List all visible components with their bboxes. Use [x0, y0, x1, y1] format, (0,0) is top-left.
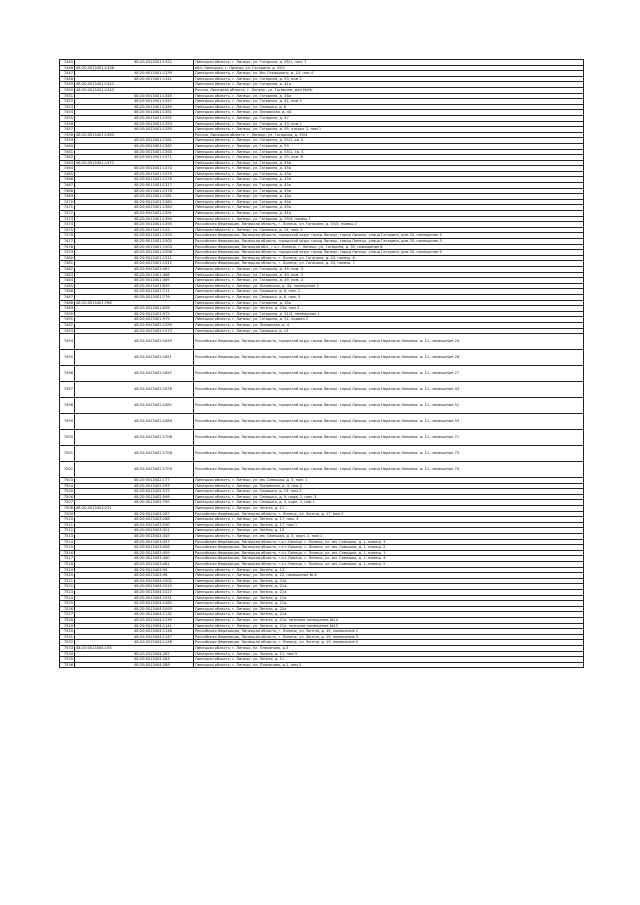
premise-cadastral-number: 48:20:0013401:1375: [134, 171, 172, 176]
premise-cadastral-number: 48:20:0013401:776: [134, 294, 170, 299]
premise-cadastral-number: 48:20:0013404:1139: [134, 617, 172, 622]
row-number-cell: 7500: [60, 430, 75, 446]
premise-cadastral-number: 48:20:0013401:1363: [134, 149, 172, 154]
address-cell: Российская Федерация, Липецкая область, г. Липецк, ул. Зегеля, д. 19, помещение 4: [194, 640, 584, 646]
address-cell: Липецкая область, г. Липецк, ул. Зегеля, д. 11, пом 5: [194, 651, 584, 657]
address-cell: Липецкая область, г. Липецк, ул. Гагарина, д. 49, пом. 4: [194, 278, 584, 284]
premise-cadastral-number: 48:20:0013403:457: [134, 539, 170, 544]
cadastral-id-cell: [75, 334, 194, 350]
premise-cadastral-number: 48:20:0013401:1502: [134, 239, 172, 243]
row-number-cell: 7499: [60, 414, 75, 430]
row-number-cell: 7471: [60, 205, 75, 211]
premise-cadastral-number: 48:20:0013403:290: [134, 522, 170, 527]
row-number-cell: 7513: [60, 534, 75, 540]
row-number-cell: 7510: [60, 517, 75, 523]
address-cell: Липецкая область, г. Липецк, ул. Семашко, д. 14, пом. 2: [194, 227, 584, 233]
row-number-cell: 7453: [60, 104, 75, 110]
premise-cadastral-number: 48:20:0013402:1390: [134, 322, 172, 327]
premise-cadastral-number: 48:20:0013402:177: [134, 478, 170, 483]
address-cell: Липецкая область, г. Липецк, ул. Гагарина, д. 45а: [194, 177, 584, 183]
cadastral-id-cell: [75, 662, 194, 668]
address-cell: Липецкая область, г. Липецк, ул. Гагарина, д. 45а: [194, 171, 584, 177]
row-number-cell: 7529: [60, 623, 75, 629]
row-number-cell: 7517: [60, 556, 75, 562]
premise-cadastral-number: 48:20:0013401:1378: [134, 188, 172, 193]
table-row: [60, 414, 584, 430]
table-row: [60, 382, 584, 398]
row-number-cell: 7527: [60, 612, 75, 618]
address-cell: Липецкая область, г. Липецк, ул. Зегеля, д. 21а: [194, 578, 584, 584]
address-cell: Российская Федерация, Липецкая область, городской округ город Липецк, город Липецк, улица Неделина Лоповых, д. 11, помещение 43: [194, 382, 584, 398]
premise-cadastral-number: 48:20:0013403:459: [134, 550, 170, 555]
row-number-cell: 7473: [60, 216, 75, 222]
row-number-cell: 7526: [60, 606, 75, 612]
address-cell: Липецкая область, г. Липецк, ул. Липовская, д. 4, пом 2: [194, 483, 584, 489]
row-number-cell: 7475: [60, 227, 75, 233]
row-number-cell: 7459: [60, 138, 75, 144]
row-number-cell: 7454: [60, 110, 75, 116]
address-cell: Липецкая область, г. Липецк, ул. Гагарина, д. 55/1, кв. 4: [194, 149, 584, 155]
address-cell: Российская Федерация, Липецкая область, городской округ город Липецк, город Липецк, улица Неделина Лоповых, д. 11, помещение 71: [194, 430, 584, 446]
address-cell: Липецкая область, г. Липецк, ул. Зегеля, д. 21а: [194, 601, 584, 607]
building-cadastral-number: 48:20:0013401:1342: [76, 82, 114, 87]
row-number-cell: 7461: [60, 149, 75, 155]
address-cell: Липецкая область, г. Липецк, ул. Гагарина, д. 53: [194, 143, 584, 149]
premise-cadastral-number: 48:20:0013401:1339: [134, 71, 172, 76]
row-number-cell: 7478: [60, 244, 75, 250]
premise-cadastral-number: 48:20:0013401:1395: [134, 222, 172, 227]
row-number-cell: 7464: [60, 166, 75, 172]
address-cell: Российская Федерация, Липецкая область, г. Липецк, ул. Гагарина, д. 43, помещ. 7: [194, 261, 584, 267]
premise-cadastral-number: 48:20:0013404:1141: [134, 623, 172, 628]
premise-cadastral-number: 48:20:0013401:1376: [134, 177, 172, 182]
table-row: [60, 334, 584, 350]
premise-cadastral-number: 48:20:0013402:1678: [134, 387, 172, 392]
building-cadastral-number: 48:20:0013404:155: [76, 645, 112, 650]
premise-cadastral-number: 48:20:0013401:1374: [134, 166, 172, 171]
address-cell: Липецкая область, г. Липецк, ул. Гагарина, д. 55/4, помещ 1: [194, 216, 584, 222]
row-number-cell: 7530: [60, 629, 75, 635]
premise-cadastral-number: 48:20:0013402:1649: [134, 339, 172, 344]
premise-cadastral-number: 48:20:0013401:1347: [134, 99, 172, 104]
premise-cadastral-number: 48:20:0013402:1651: [134, 355, 172, 360]
address-cell: Липецкая область, г. Липецк, ул. Гагарина, д. 45а: [194, 188, 584, 194]
row-number-cell: 7519: [60, 567, 75, 573]
cadastral-id-cell: [75, 446, 194, 462]
cadastral-id-cell: [75, 462, 194, 478]
row-number-cell: 7463: [60, 160, 75, 166]
premise-cadastral-number: 48:20:0013402:1684: [134, 419, 172, 424]
premise-cadastral-number: 48:20:0013404:1132: [134, 612, 172, 617]
row-number-cell: 7480: [60, 255, 75, 261]
row-number-cell: 7469: [60, 194, 75, 200]
row-number-cell: 7479: [60, 250, 75, 256]
address-cell: Липецкая область, г. Липецк, пл. Плеханова, д.3: [194, 645, 584, 651]
address-cell: Липецкая область, г. Липецк, ул. Гагарина, д. 53, пом. 6: [194, 155, 584, 161]
table-row: [60, 398, 584, 414]
address-cell: Липецкая область, г. Липецк, ул. Гагарина, д. 55/1, пом. 7: [194, 60, 584, 66]
premise-cadastral-number: 48:20:0013401:1351: [134, 110, 172, 115]
row-number-cell: 7531: [60, 634, 75, 640]
address-cell: Российская Федерация, Липецкая область, г. Липецк, ул. Гагарина, д. 43, помещ. 6: [194, 255, 584, 261]
premise-cadastral-number: 48:20:0013402:1709: [134, 467, 172, 472]
premise-cadastral-number: 48:20:0013401:1322: [134, 60, 172, 64]
premise-cadastral-number: 48:20:0013402:750: [134, 500, 170, 505]
address-cell: Липецкая область, г. Липецк, ул. Зегеля, д. 21а, нежилое помещение №15: [194, 623, 584, 629]
cadastral-id-cell: [75, 398, 194, 414]
address-cell: Россия, Липецкая область, г. Липецк, ул. Гагарина, дом №45г: [194, 87, 584, 93]
address-cell: обл. Липецкая, г. Липецк, ул. Гагарина, д. 45/1: [194, 65, 584, 71]
address-cell: Российская Федерация, Липецкая область, городской округ город Липецк, город Липецк, улица Неделина Лоповых, д. 11, помещение 51: [194, 398, 584, 414]
premise-cadastral-number: 48:20:0013404:1147: [134, 634, 172, 639]
row-number-cell: 7501: [60, 446, 75, 462]
premise-cadastral-number: 48:20:0013404:1010: [134, 584, 172, 589]
row-number-cell: 7507: [60, 500, 75, 506]
cadastral-id-cell: [75, 430, 194, 446]
premise-cadastral-number: 48:20:0013401:635: [134, 283, 170, 288]
address-cell: Липецкая область, г. Липецк, ул. Гагарина, д. 55, открыт 2, пом 1: [194, 127, 584, 133]
row-number-cell: 7506: [60, 494, 75, 500]
row-number-cell: 7482: [60, 266, 75, 272]
row-number-cell: 7467: [60, 183, 75, 189]
address-cell: Липецкая область, г. Липецк, ул. Липовская, д. 4: [194, 322, 584, 328]
premise-cadastral-number: 48:20:0013401:711: [134, 289, 170, 294]
address-cell: Липецкая область, г. Липецк, ул. Семашко, д. 5, корп. 2, пом 1: [194, 500, 584, 506]
premise-cadastral-number: 48:20:0013401:142: [134, 227, 170, 232]
premise-cadastral-number: 48:20:0013404:288: [134, 662, 170, 667]
row-number-cell: 7496: [60, 366, 75, 382]
address-cell: Липецкая область, г. Липецк, ул. Гагарина, д. 45а: [194, 183, 584, 189]
address-cell: Липецкая область, г. Липецк, ул. Зегеля, д. 13: [194, 528, 584, 534]
table-row: [60, 446, 584, 462]
premise-cadastral-number: 48:20:0013404:1031: [134, 595, 172, 600]
address-cell: Российская Федерация, Липецкая область, г. Липецк, ул. Зегеля, д. 17, пом 2: [194, 511, 584, 517]
row-number-cell: 7483: [60, 272, 75, 278]
row-number-cell: 7523: [60, 589, 75, 595]
premise-cadastral-number: 48:20:0013401:1361: [134, 138, 172, 143]
address-cell: Россия, Липецкая область, г. Липецк, ул. Гагарина, д. 55/4: [194, 132, 584, 138]
premise-cadastral-number: 48:20:0013404:1148: [134, 640, 172, 645]
address-cell: Липецкая область, г. Липецк, ул. Зегеля, д. 13: [194, 567, 584, 573]
premise-cadastral-number: 48:20:0013402:1708: [134, 451, 172, 456]
row-number-cell: 7536: [60, 662, 75, 668]
row-number-cell: 7485: [60, 283, 75, 289]
premise-cadastral-number: 48:20:0013401:468: [134, 272, 170, 277]
premise-cadastral-number: 48:20:0013401:467: [134, 266, 170, 271]
address-cell: Липецкая область, г. Липецк, ул. Гагарина, д. 41а: [194, 211, 584, 217]
row-number-cell: 7511: [60, 522, 75, 528]
row-number-cell: 7514: [60, 539, 75, 545]
row-number-cell: 7525: [60, 601, 75, 607]
address-cell: Липецкая область, г. Липецк, ул. Гагарина, д. 35а: [194, 300, 584, 306]
row-number-cell: 7457: [60, 127, 75, 133]
cadastral-id-cell: [75, 414, 194, 430]
premise-cadastral-number: 48:20:0013401:1394: [134, 216, 172, 221]
address-cell: Липецкая область, г. Липецк, ул. им. Семашко, д. 5, корп. 2, пом 1: [194, 534, 584, 540]
row-number-cell: 7489: [60, 306, 75, 312]
row-number-cell: 7491: [60, 317, 75, 323]
address-cell: Липецкая область, г. Липецк, ул. Зегеля, д. 21а: [194, 589, 584, 595]
address-cell: Липецкая область, г. Липецк, ул. Гагарина, д. 41, пом 5: [194, 99, 584, 105]
row-number-cell: 7518: [60, 562, 75, 568]
premise-cadastral-number: 48:20:0013403:345: [134, 534, 170, 539]
address-cell: Российская Федерация, Липецкая область, городской округ город Липецк, город Липецк, улица Неделина Лоповых, д. 11, помещение 26: [194, 350, 584, 366]
premise-cadastral-number: 48:20:0013401:1371: [134, 155, 172, 160]
cadastral-id-cell: [75, 366, 194, 382]
address-cell: Липецкая область, г. Липецк, ул. Гагарина, д. 51, подвал 2: [194, 317, 584, 323]
row-number-cell: 7495: [60, 350, 75, 366]
address-cell: Липецкая область, г. Липецк, ул. Гагарина, д. 45а: [194, 199, 584, 205]
row-number-cell: 7516: [60, 550, 75, 556]
row-number-cell: 7474: [60, 222, 75, 228]
row-number-cell: 7487: [60, 294, 75, 300]
address-cell: Липецкая область, г. Липецк, ул. Семашко, д. 13: [194, 328, 584, 334]
premise-cadastral-number: 48:20:0013401:979: [134, 317, 170, 322]
address-cell: Липецкая область, г. Липецк, ул. Семашко, д. 9, подв. 2, пом. 3: [194, 494, 584, 500]
row-number-cell: 7493: [60, 328, 75, 334]
address-cell: Липецкая область, г. Липецк, ул. Гагарина, д. 55/1, кв. 5: [194, 138, 584, 144]
address-cell: Липецкая область, г. Липецк, ул. Гагарина, д. 41а: [194, 82, 584, 88]
premise-cadastral-number: 48:20:0013404:1027: [134, 589, 172, 594]
address-cell: Российская Федерация, Липецкая область, городской округ город Липецк, город Липецк, улица Неделина Лоповых, д. 11, помещение 24: [194, 334, 584, 350]
address-cell: Липецкая область, г. Липецк, ул. Зегеля, д. 21а: [194, 584, 584, 590]
address-cell: Российская Федерация, Липецкая область, городской округ город Липецк, город Липецк, улица Гагарина, дом 35, помещение 9: [194, 250, 584, 256]
premise-cadastral-number: 48:20:0013404:1002: [134, 578, 172, 583]
address-cell: Липецкая область, г. Липецк, ул. Гагарина, д. 45а: [194, 160, 584, 166]
row-number-cell: 7533: [60, 645, 75, 651]
address-cell: Липецкая область, г. Липецк, ул. Семашко, д. 6: [194, 104, 584, 110]
row-number-cell: 7535: [60, 657, 75, 663]
address-cell: Липецкая область, г. Липецк, ул. Липовская, д. 44, помещение 2: [194, 283, 584, 289]
building-cadastral-number: 48:20:0013401:1360: [76, 132, 114, 137]
row-number-cell: 7502: [60, 462, 75, 478]
table-row: [60, 366, 584, 382]
premise-cadastral-number: 48:20:0013401:1512: [134, 261, 172, 266]
row-number-cell: 7472: [60, 211, 75, 217]
address-cell: Российская Федерация, Липецкая область, г.о.г.Липецк, г. Липецк, ул. им. Семашко, д. 1, помещ. 2: [194, 545, 584, 551]
row-number-cell: 7497: [60, 382, 75, 398]
row-number-cell: 7445: [60, 60, 75, 66]
premise-cadastral-number: 48:20:0013401:1355: [134, 127, 172, 132]
premise-cadastral-number: 48:20:0013404:1093: [134, 606, 172, 611]
address-cell: Липецкая область, г. Липецк, ул. Гагарина, д. 43, пом 2: [194, 121, 584, 127]
premise-cadastral-number: 48:20:0013401:1500: [134, 233, 172, 238]
address-cell: Российская Федерация, Липецкая область, г.о.г.Липецк, г. Липецк, ул. им. Семашко, д. 1, помещ. 1: [194, 550, 584, 556]
address-cell: Липецкая область, г. Липецк, ул. Зегеля, д. 17: [194, 506, 584, 512]
address-cell: Липецкая область, г. Липецк, ул. Гагарина, д. 49, пом. 3: [194, 266, 584, 272]
address-cell: Липецкая область, г. Липецк, ул. Семашко, д. 6, пом. 5: [194, 294, 584, 300]
row-number-cell: 7462: [60, 155, 75, 161]
address-cell: Липецкая область, г. Липецк, ул. Гагарина, д. 45а: [194, 205, 584, 211]
premise-cadastral-number: 48:20:0013402:1652: [134, 371, 172, 376]
row-number-cell: 7515: [60, 545, 75, 551]
address-cell: Российская Федерация, Липецкая область, городской округ город Липецк, город Липецк, улица Гагарина, дом 35, помещение 4: [194, 233, 584, 239]
address-cell: Липецкая область, г. Липецк, ул. Семашко, д. 13, пом 2: [194, 489, 584, 495]
address-cell: Российская Федерация, Липецкая область, городской округ город Липецк, город Липецк, улица Неделина Лоповых, д. 11, помещение 27: [194, 366, 584, 382]
row-number-cell: 7521: [60, 578, 75, 584]
row-number-cell: 7504: [60, 483, 75, 489]
address-cell: Российская Федерация, Липецкая область, городской округ город Липецк, город Липецк, улица Неделина Лоповых, д. 11, помещение 73: [194, 446, 584, 462]
address-cell: Российская Федерация, Липецкая область, г.о.г.Липецк, г. Липецк, ул. им. Семашко, д. 1, помещ. 5: [194, 562, 584, 568]
address-cell: Липецкая область, г. Липецк, ул. Зегеля, д. 17, пом 1: [194, 522, 584, 528]
premise-cadastral-number: 48:20:0013401:1391: [134, 211, 172, 216]
building-cadastral-number: 48:20:0013401:1343: [76, 87, 114, 92]
row-number-cell: 7460: [60, 143, 75, 149]
row-number-cell: 7488: [60, 300, 75, 306]
row-number-cell: 7494: [60, 334, 75, 350]
row-number-cell: 7456: [60, 121, 75, 127]
table-row: [60, 662, 584, 668]
address-cell: Российская Федерация, Липецкая область, городской округ город Липецк, город Липецк, улица Неделина Лоповых, д. 11, помещение 74: [194, 462, 584, 478]
row-number-cell: 7490: [60, 311, 75, 317]
premise-cadastral-number: 48:20:0013403:458: [134, 545, 170, 550]
row-number-cell: 7528: [60, 617, 75, 623]
row-number-cell: 7505: [60, 489, 75, 495]
building-cadastral-number: 48:20:0013401:766: [76, 300, 112, 305]
address-cell: Липецкая область, г. Липецк, ул. Гагарина, д. 45а: [194, 194, 584, 200]
row-number-cell: 7447: [60, 71, 75, 77]
premise-cadastral-number: 48:20:0013402:575: [134, 489, 170, 494]
row-number-cell: 7520: [60, 573, 75, 579]
row-number-cell: 7448: [60, 76, 75, 82]
row-number-cell: 7522: [60, 584, 75, 590]
address-cell: Российская Федерация, Липецкая область, городской округ город Липецк, город Липецк, улица Гагарина, дом 35, помещение 3: [194, 239, 584, 245]
row-number-cell: 7524: [60, 595, 75, 601]
address-cell: Липецкая область, г. Липецк, ул. Гагарина, д. 45а: [194, 93, 584, 99]
row-number-cell: 7512: [60, 528, 75, 534]
building-cadastral-number: 48:20:0013401:1336: [76, 65, 114, 70]
address-cell: Липецкая область, г. Липецк, ул. Зегеля, д. 21а, нежилое помещение №14: [194, 617, 584, 623]
row-number-cell: 7451: [60, 93, 75, 99]
table-row: [60, 430, 584, 446]
premise-cadastral-number: 48:20:0013401:1506: [134, 250, 172, 255]
address-cell: Липецкая область, г. Липецк, ул. Зегеля, д. 23а, пом 3: [194, 306, 584, 312]
building-cadastral-number: 48:20:0013401:1372: [76, 160, 114, 165]
row-number-cell: 7470: [60, 199, 75, 205]
row-number-cell: 7449: [60, 82, 75, 88]
premise-cadastral-number: 48:20:0013404:262: [134, 651, 170, 656]
premise-cadastral-number: 48:20:0013403:96: [134, 573, 168, 578]
premise-cadastral-number: 48:20:0013401:836: [134, 306, 170, 311]
row-number-cell: 7468: [60, 188, 75, 194]
row-number-cell: 7508: [60, 506, 75, 512]
premise-cadastral-number: 48:20:0013401:1503: [134, 244, 172, 249]
row-number-cell: 7484: [60, 278, 75, 284]
address-cell: Липецкая область, г. Липецк, ул. Гагарина, д. 45а: [194, 166, 584, 172]
address-cell: Липецкая область, г. Липецк, ул. Семашко, д. 6, пом. 2: [194, 289, 584, 295]
cadastral-table: [59, 59, 584, 668]
row-number-cell: 7492: [60, 322, 75, 328]
row-number-cell: 7476: [60, 233, 75, 239]
row-number-cell: 7498: [60, 398, 75, 414]
cadastral-id-cell: [75, 382, 194, 398]
address-cell: Российская Федерация, Липецкая область, г. Липецк, ул. Гагарина, д. 55/4, помещ 2: [194, 222, 584, 228]
address-cell: Липецкая область, г. Липецк, ул. Зегеля, д. 21а: [194, 606, 584, 612]
premise-cadastral-number: 48:20:0013401:1353: [134, 121, 172, 126]
premise-cadastral-number: 48:20:0013402:1682: [134, 403, 172, 408]
premise-cadastral-number: 48:20:0013401:1383: [134, 205, 172, 210]
row-number-cell: 7455: [60, 115, 75, 121]
address-cell: Липецкая область, г. Липецк, ул. Зегеля, д. 11: [194, 657, 584, 663]
premise-cadastral-number: 48:20:0013403:288: [134, 517, 170, 522]
premise-cadastral-number: 48:20:0013403:287: [134, 511, 170, 516]
table-row: [60, 462, 584, 478]
row-number-cell: 7509: [60, 511, 75, 517]
premise-cadastral-number: 48:20:0013401:972: [134, 311, 170, 316]
building-cadastral-number: 48:20:0013403:231: [76, 506, 112, 511]
premise-cadastral-number: 48:20:0013401:1352: [134, 115, 172, 120]
premise-cadastral-number: 48:20:0013401:469: [134, 278, 170, 283]
row-number-cell: 7486: [60, 289, 75, 295]
address-cell: Российская Федерация, Липецкая область, городской округ город Липецк, город Липецк, улица Неделина Лоповых, д. 11, помещение 53: [194, 414, 584, 430]
row-number-cell: 7446: [60, 65, 75, 71]
premise-cadastral-number: 48:20:0013401:1349: [134, 104, 172, 109]
row-number-cell: 7532: [60, 640, 75, 646]
premise-cadastral-number: 48:20:0013401:1377: [134, 183, 172, 188]
premise-cadastral-number: 48:20:0013401:1511: [134, 255, 172, 260]
address-cell: Липецкая область, г. Липецк, ул. Гагарина, д. 53, пом 2: [194, 76, 584, 82]
row-number-cell: 7534: [60, 651, 75, 657]
row-number-cell: 7481: [60, 261, 75, 267]
premise-cadastral-number: 48:20:0013401:1382: [134, 199, 172, 204]
address-cell: Российская Федерация, Липецкая область, г.о.г.Липецк, г. Липецк, ул. им. Семашко, д. 1, помещ. 3: [194, 539, 584, 545]
row-number-cell: 7450: [60, 87, 75, 93]
table-row: [60, 350, 584, 366]
row-number-cell: 7458: [60, 132, 75, 138]
address-cell: Липецкая область, г. Липецк, ул. Гагарина, д. 47: [194, 115, 584, 121]
premise-cadastral-number: 48:20:0013402:598: [134, 494, 170, 499]
premise-cadastral-number: 48:20:0013402:1273: [134, 328, 172, 333]
premise-cadastral-number: 48:20:0013403:301: [134, 528, 170, 533]
premise-cadastral-number: 48:20:0013402:293: [134, 483, 170, 488]
address-cell: Липецкая область, г. Липецк, ул. Липовская, д. 44: [194, 110, 584, 116]
row-number-cell: 7452: [60, 99, 75, 105]
premise-cadastral-number: 48:20:0013401:1345: [134, 93, 172, 98]
row-number-cell: 7477: [60, 239, 75, 245]
address-cell: Российская Федерация, Липецкая область, г. Липецк, ул. Зегеля, д. 19, помещение 3: [194, 634, 584, 640]
address-cell: Российская Федерация, Липецкая область, г. Липецк, ул. Зегеля, д. 19, помещение 2: [194, 629, 584, 635]
premise-cadastral-number: 48:20:0013404:1082: [134, 601, 172, 606]
premise-cadastral-number: 48:20:0013401:1362: [134, 143, 172, 148]
table-body: [60, 60, 584, 668]
address-cell: Липецкая область, г. Липецк, ул. Им. Осмыцкого, д. 14, пом 4: [194, 71, 584, 77]
cadastral-id-cell: [75, 350, 194, 366]
premise-cadastral-number: 48:20:0013403:460: [134, 556, 170, 561]
address-cell: Липецкая область, г. Липецк, ул. Гагарина, д. 51/3, помещение 1: [194, 311, 584, 317]
address-cell: Липецкая область, г. Липецк, пл. Плеханова, д.1, пом 5: [194, 662, 584, 668]
address-cell: Липецкая область, г. Липецк, ул. Гагарина, д. 49, пом. 3: [194, 272, 584, 278]
address-cell: Липецкая область, г. Липецк, ул. Зегеля, д. 17, пом. 3: [194, 517, 584, 523]
address-cell: Липецкая область, г. Липецк, ул. Зегеля, д. 21а: [194, 612, 584, 618]
address-cell: Липецкая область, г. Липецк, ул. им. Семашко, д. 5, пом. 1: [194, 478, 584, 484]
premise-cadastral-number: 48:20:0013401:1381: [134, 194, 172, 199]
address-cell: Липецкая область, г. Липецк, ул. Зегеля, д. 21а: [194, 595, 584, 601]
address-cell: Российская Федерация, Липецкая обл., г.о.г. Липецк, г. Липецк, ул. Гагарина, д. 35, помещение 8: [194, 244, 584, 250]
row-number-cell: 7465: [60, 171, 75, 177]
document-page: [59, 59, 583, 668]
premise-cadastral-number: 48:20:0013404:284: [134, 657, 170, 662]
address-cell: Липецкая область, г. Липецк, ул. Зегеля, д. 22, помещение № 6: [194, 573, 584, 579]
address-cell: Российская Федерация, Липецкая область, г.о.г.Липецк, г. Липецк, ул. им. Семашко, д. 1, помещ. 4: [194, 556, 584, 562]
row-number-cell: 7503: [60, 478, 75, 484]
premise-cadastral-number: 48:20:0013401:1341: [134, 76, 172, 81]
premise-cadastral-number: 48:20:0013403:94: [134, 567, 168, 572]
premise-cadastral-number: 48:20:0013402:1706: [134, 435, 172, 440]
premise-cadastral-number: 48:20:0013404:1146: [134, 629, 172, 634]
row-number-cell: 7466: [60, 177, 75, 183]
premise-cadastral-number: 48:20:0013403:461: [134, 562, 170, 566]
